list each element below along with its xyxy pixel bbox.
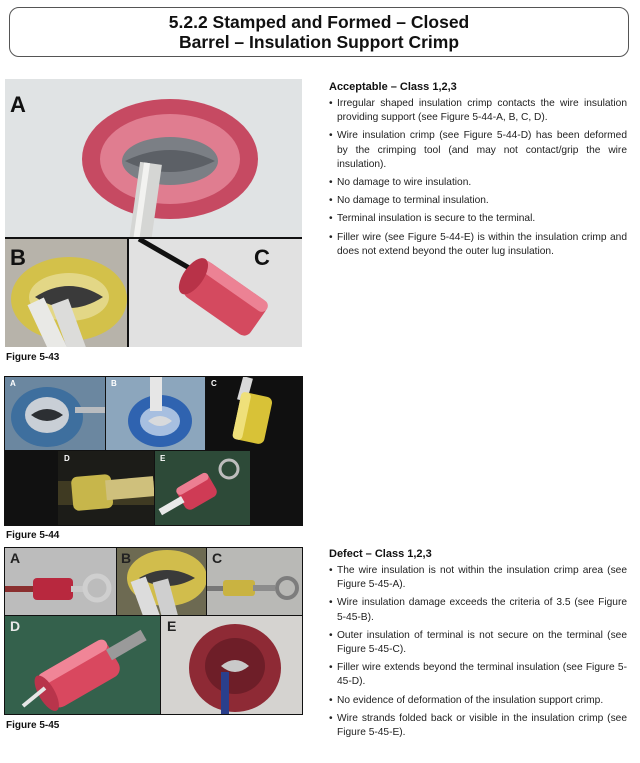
fig45-label-a: A — [10, 550, 21, 566]
fig43-divider — [5, 237, 302, 239]
defect-item: • Filler wire extends beyond the terminal insulation (see Figure 5-45-D). — [329, 661, 627, 689]
fig44-photo-b — [106, 377, 205, 450]
defect-item: • Outer insulation of terminal is not secure on the terminal (see Figure 5-45-C). — [329, 629, 627, 657]
fig44-label-a: A — [10, 379, 16, 388]
acceptable-item: • No damage to wire insulation. — [329, 176, 627, 190]
acceptable-item: • Irregular shaped insulation crimp contacts the wire insulation providing support (see Figure 5-44-A, B, C, D). — [329, 97, 627, 125]
fig45-label-e: E — [167, 618, 177, 634]
fig45-label-d: D — [10, 618, 21, 634]
acceptable-item: • Terminal insulation is secure to the terminal. — [329, 212, 627, 226]
defect-item: • No evidence of deformation of the insulation support crimp. — [329, 694, 627, 708]
defect-item: • The wire insulation is not within the insulation crimp area (see Figure 5-45-A). — [329, 564, 627, 592]
fig45-photo-d — [5, 616, 160, 714]
fig43-label-c: C — [254, 245, 270, 270]
fig45-label-b: B — [121, 550, 132, 566]
fig43-label-b: B — [10, 245, 26, 270]
fig45-photo-e — [161, 616, 302, 714]
fig43-label-a: A — [10, 92, 26, 117]
defect-item: • Wire strands folded back or visible in the insulation crimp (see Figure 5-45-E). — [329, 712, 627, 740]
defect-item: • Wire insulation damage exceeds the criteria of 3.5 (see Figure 5-45-B). — [329, 596, 627, 624]
defect-heading: Defect – Class 1,2,3 — [329, 548, 432, 560]
section-title-line2: Barrel – Insulation Support Crimp — [178, 32, 460, 52]
acceptable-item: • Filler wire (see Figure 5-44-E) is within the insulation crimp and does not extend beyond the outer lug insulation. — [329, 231, 627, 259]
fig43-photo-c — [129, 239, 302, 347]
fig44-label-b: B — [111, 379, 117, 388]
section-title-box — [9, 7, 629, 57]
section-title-line1: 5.2.2 Stamped and Formed – Closed — [168, 12, 470, 32]
defect-list — [329, 564, 627, 744]
fig44-photo-d — [58, 451, 154, 525]
fig45-label-c: C — [212, 550, 223, 566]
fig44-photo-c — [206, 377, 302, 450]
acceptable-item: • No damage to terminal insulation. — [329, 194, 627, 208]
fig44-photo-e — [155, 451, 250, 525]
fig44-photo-a — [5, 377, 105, 450]
fig43-photo-a — [5, 79, 302, 239]
fig43-divider-v — [127, 239, 129, 347]
acceptable-list — [329, 97, 627, 263]
fig45-photo-a — [5, 548, 116, 615]
fig44-label-d: D — [64, 454, 70, 463]
fig43-caption: Figure 5-43 — [6, 352, 60, 363]
fig44-caption: Figure 5-44 — [6, 530, 60, 541]
fig44-label-e: E — [160, 454, 166, 463]
acceptable-heading: Acceptable – Class 1,2,3 — [329, 81, 457, 93]
fig45-caption: Figure 5-45 — [6, 720, 60, 731]
acceptable-item: • Wire insulation crimp (see Figure 5-44-D) has been deformed by the crimping tool (and may not contact/grip the wire insulation). — [329, 129, 627, 172]
fig44-label-c: C — [211, 379, 217, 388]
